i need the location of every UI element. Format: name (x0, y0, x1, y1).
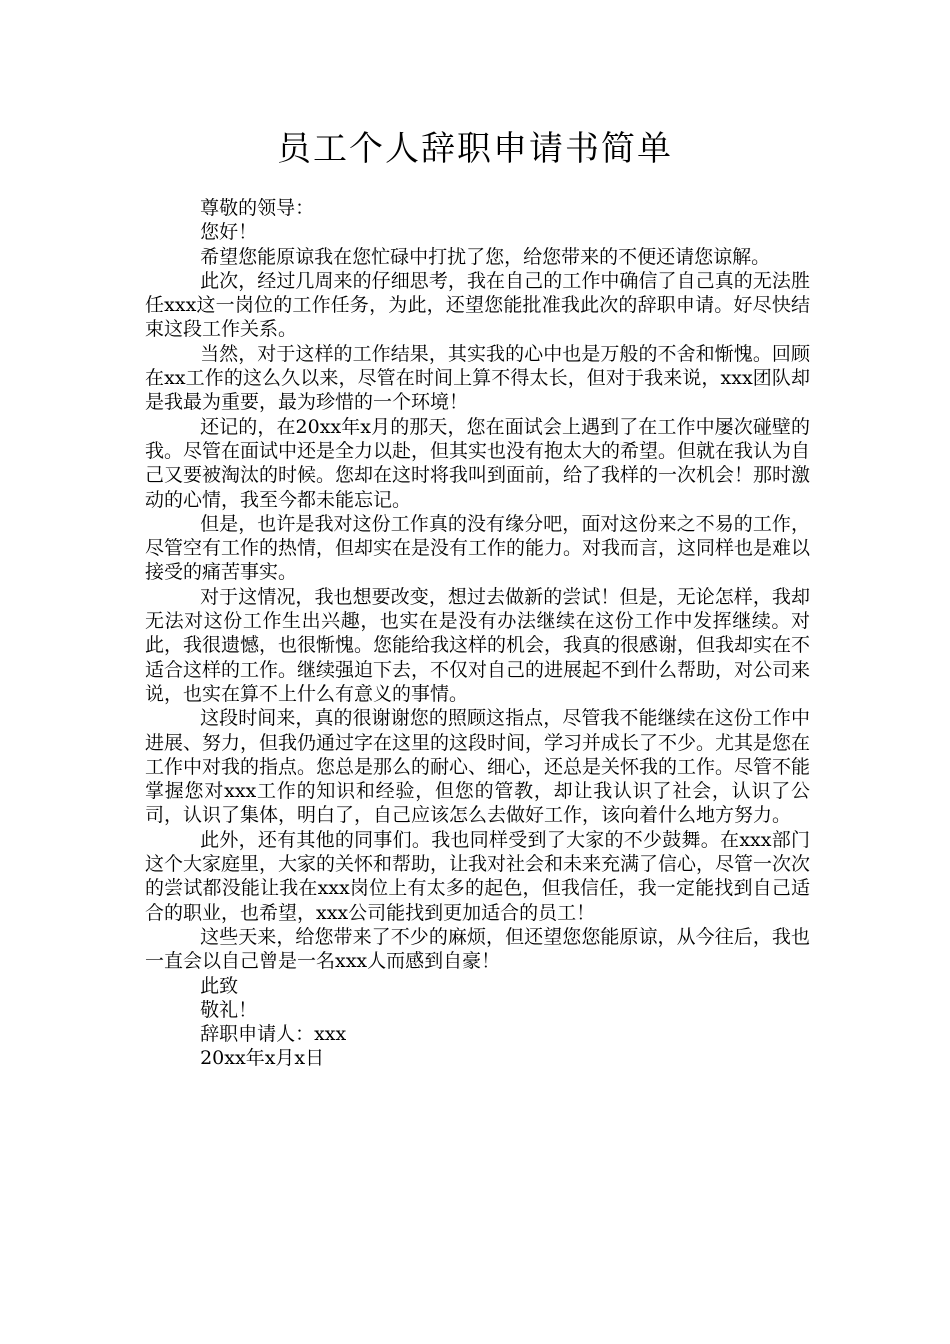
paragraph: 当然，对于这样的工作结果，其实我的心中也是万般的不舍和惭愧。回顾在xx工作的这么久以来，尽管在时间上算不得太长，但对于我来说，xxx团队却是我最为重要，最为珍惜的一个环境！ (145, 342, 810, 414)
closing-regards: 敬礼！ (200, 998, 258, 1021)
closing-line: 此致 (200, 974, 239, 997)
greeting: 您好！ (200, 221, 258, 244)
paragraph: 这段时间来，真的很谢谢您的照顾这指点，尽管我不能继续在这份工作中进展、努力，但我仍通过字在这里的这段时间，学习并成长了不少。尤其是您在工作中对我的指点。您总是那么的耐心、细心，还总是关怀我的工作。尽管不能掌握您对xxx工作的知识和经验，但您的管教，却让我认识了社会，认识了公司，认识了集体，明白了，自己应该怎么去做好工作，该向着什么地方努力。 (145, 707, 811, 827)
paragraph: 此次，经过几周来的仔细思考，我在自己的工作中确信了自己真的无法胜任xxx这一岗位的工作任务，为此，还望您能批准我此次的辞职申请。好尽快结束这段工作关系。 (145, 269, 810, 341)
paragraph: 对于这情况，我也想要改变，想过去做新的尝试！但是，无论怎样，我却无法对这份工作生出兴趣，也实在是没有办法继续在这份工作中发挥继续。对此，我很遗憾，也很惭愧。您能给我这样的机会，我真的很感谢，但我却实在不适合这样的工作。继续强迫下去，不仅对自己的进展起不到什么帮助，对公司来说，也实在算不上什么有意义的事情。 (145, 585, 811, 705)
paragraph: 希望您能原谅我在您忙碌中打扰了您，给您带来的不便还请您谅解。 (200, 245, 771, 268)
paragraph: 但是，也许是我对这份工作真的没有缘分吧，面对这份来之不易的工作，尽管空有工作的热情，但却实在是没有工作的能力。对我而言，这同样也是难以接受的痛苦事实。 (145, 512, 811, 584)
paragraph: 还记的，在20xx年x月的那天，您在面试会上遇到了在工作中屡次碰壁的我。尽管在面试中还是全力以赴，但其实也没有抱太大的希望。但就在我认为自己又要被淘汰的时候。您却在这时将我叫到面前，给了我样的一次机会！那时激动的心情，我至今都未能忘记。 (145, 415, 811, 511)
salutation: 尊敬的领导： (200, 197, 315, 219)
document-title: 员工个人辞职申请书简单 (277, 129, 673, 169)
paragraph: 此外，还有其他的同事们。我也同样受到了大家的不少鼓舞。在xxx部门这个大家庭里，大家的关怀和帮助，让我对社会和未来充满了信心，尽管一次次的尝试都没能让我在xxx岗位上有太多的起色，但我信任，我一定能找到自己适合的职业，也希望，xxx公司能找到更加适合的员工！ (145, 828, 811, 924)
date: 20xx年x月x日 (200, 1047, 325, 1070)
paragraph: 这些天来，给您带来了不少的麻烦，但还望您您能原谅，从今往后，我也一直会以自己曾是一名xxx人而感到自豪！ (145, 925, 810, 973)
letter-body (145, 196, 810, 1071)
signature: 辞职申请人：xxx (200, 1023, 347, 1046)
